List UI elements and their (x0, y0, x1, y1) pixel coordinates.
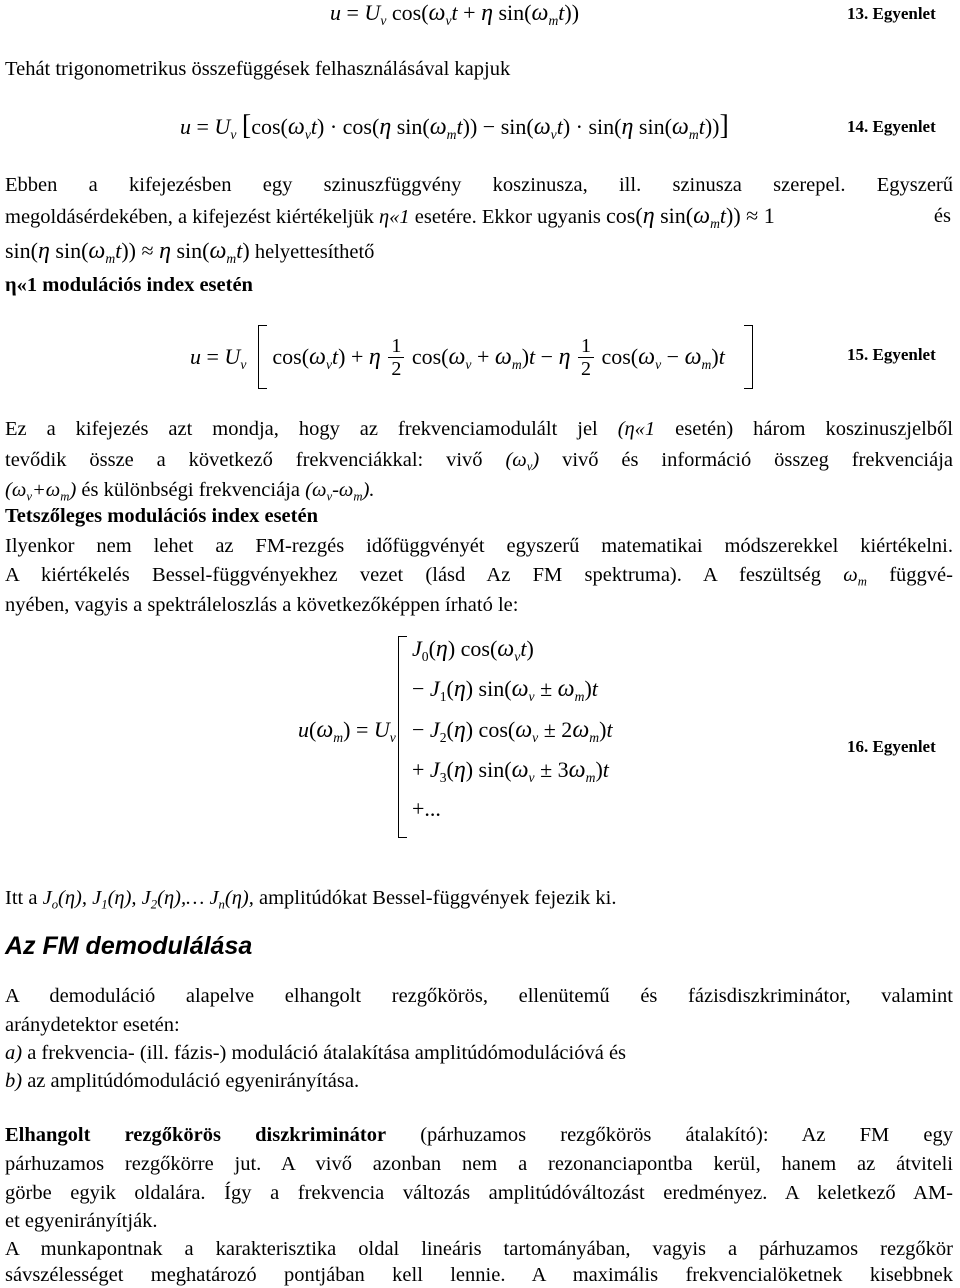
equation-16-row-3: − $J_2(\eta) \cos(\omega_v \pm 2\omega_m)t$ (412, 717, 613, 745)
fraction-half-1: $\frac{1}{2}$ (388, 335, 404, 380)
equation-15-label: 15. Egyenlet (847, 345, 936, 364)
paragraph-4-line-3: nyében, vagyis a spektráleloszlás a következőképpen írható le: (5, 594, 519, 616)
section-heading: Az FM demodulálása (5, 932, 253, 960)
p2-text-e: és (933, 205, 951, 227)
p2-text-l3b: helyettesíthető (254, 241, 375, 263)
heading-eta-small (5, 272, 253, 298)
paragraph-4-line-2: A kiértékelés Bessel-függvényekhez vezet (lásd Az FM spektruma). A feszültség $\omega_m$ függvé- (5, 564, 953, 589)
paragraph-2-line-3 (5, 238, 374, 265)
p2-eta-condition: η«1 (378, 206, 410, 228)
list-marker-a: a) (5, 1042, 23, 1064)
equation-15: $u = U_v$ $\cos(\omega_vt) + \eta$ $\frac{1}{2}$ $\cos(\omega_v + \omega_m)t - \eta$ $\frac{1}{2}$ $\cos(\omega_v - \omega_m)t$ (190, 325, 753, 389)
list-item-b: az amplitúdómoduláció egyenirányítása. (22, 1070, 360, 1092)
list-marker-b: b) (5, 1070, 23, 1092)
p2-sin-approx: sin(η $\sin(\omega_mt)) \approx \eta$ $\sin(\omega_mt)$ (5, 238, 250, 266)
equation-14: $u = U_v$ [$\cos(\omega_vt) \cdot \cos(\eta$ $\sin(\omega_mt)) - \sin(\omega_vt) \cdot \sin(\eta$ $\sin(\omega_mt)$)] (180, 110, 729, 142)
paragraph-1: Tehát trigonometrikus összefüggések felhasználásával kapjuk (5, 58, 511, 80)
equation-16-row-5: +... (412, 796, 441, 821)
p2-cos-approx: cos(η $\sin(\omega_mt)) \approx 1$ (606, 203, 775, 231)
paragraph-6-line-2: aránydetektor esetén: (5, 1014, 180, 1036)
paragraph-7-line-4: et egyenirányítják. (5, 1210, 158, 1232)
fraction-half-2: $\frac{1}{2}$ (578, 335, 594, 380)
paragraph-7-line-2: párhuzamos rezgőkörre jut. A vivő azonban nem a rezonanciapontba kerül, hanem az átviteli (5, 1153, 953, 1175)
equation-16-row-1: $J_0(\eta)$ $\cos(\omega_vt)$ (412, 636, 534, 664)
equation-13-label: 13. Egyenlet (847, 4, 936, 23)
paragraph-2-line-2 (5, 203, 953, 230)
paragraph-2-line-1: Ebben a kifejezésben egy szinuszfüggvény koszinusza, ill. szinusza szerepel. Egyszerű (5, 174, 953, 196)
list-item-a: a frekvencia- (ill. fázis-) moduláció átalakítása amplitúdómodulációvá és (22, 1042, 627, 1064)
equation-13: $u = U_v$ $\cos(\omega_vt + \eta$ $\sin(\omega_mt)$) (330, 0, 580, 28)
paragraph-5: Itt a $J_o(\eta)$, $J_1(\eta)$, $J_2(\eta),\dots$ $J_n(\eta)$, amplitúdókat Bessel-függvények fejezik ki. (5, 887, 617, 912)
paragraph-6-line-4 (5, 1068, 359, 1094)
equation-14-label: 14. Egyenlet (847, 117, 936, 136)
paragraph-8-line-2: sávszélességet meghatározó pontjában kell lennie. A maximális frekvencialöketnek kisebbnek (5, 1264, 953, 1286)
term-discriminator: Elhangolt rezgőkörös diszkriminátor (5, 1124, 387, 1146)
paragraph-3-line-2: tevődik össze a következő frekvenciákkal: vivő $(\omega_v)$ vivő és információ összeg frekvenciája (5, 449, 954, 474)
heading-eta-small-text: η«1 modulációs index esetén (5, 274, 253, 296)
paragraph-3-line-3: $(\omega_v+\omega_m)$ és különbségi frekvenciája $(\omega_v-\omega_m)$. (5, 479, 375, 504)
paragraph-7-line-1-rest: (párhuzamos rezgőkörös átalakító): Az FM egy (386, 1124, 953, 1146)
equation-16-brace (398, 636, 407, 838)
paragraph-6-line-3 (5, 1040, 626, 1066)
p2-text-a: megoldásérdekében, a kifejezést kiértékeljük (5, 206, 374, 228)
equation-16-row-4: + $J_3(\eta) \sin(\omega_v \pm 3\omega_m)t$ (412, 757, 609, 785)
paragraph-7-line-1 (5, 1122, 953, 1148)
equation-16-row-2: − $J_1(\eta) \sin(\omega_v \pm \omega_m)t$ (412, 676, 598, 704)
paragraph-6-line-1: A demoduláció alapelve elhangolt rezgőkörös, ellenütemű és fázisdiszkriminátor, valamint (5, 985, 953, 1007)
paragraph-4-line-1: Ilyenkor nem lehet az FM-rezgés időfüggvényét egyszerű matematikai módszerekkel kiértékelni. (5, 535, 953, 557)
paragraph-7-line-3: görbe egyik oldalára. Így a frekvencia változás amplitúdóváltozást eredményez. A keletkező AM- (5, 1182, 953, 1204)
paragraph-3-line-1: Ez a kifejezés azt mondja, hogy az frekvenciamodulált jel (η«1 esetén) három koszinuszjelből (5, 418, 953, 440)
heading-any-index: Tetszőleges modulációs index esetén (5, 505, 318, 527)
equation-16-label: 16. Egyenlet (847, 737, 936, 756)
p2-text-c: esetére. Ekkor ugyanis (414, 206, 601, 228)
paragraph-8-line-1: A munkapontnak a karakterisztika oldal lineáris tartományában, vagyis a párhuzamos rezgőkör (5, 1238, 953, 1260)
equation-16-lhs: $u(\omega_m) = U_v$ (298, 717, 396, 745)
